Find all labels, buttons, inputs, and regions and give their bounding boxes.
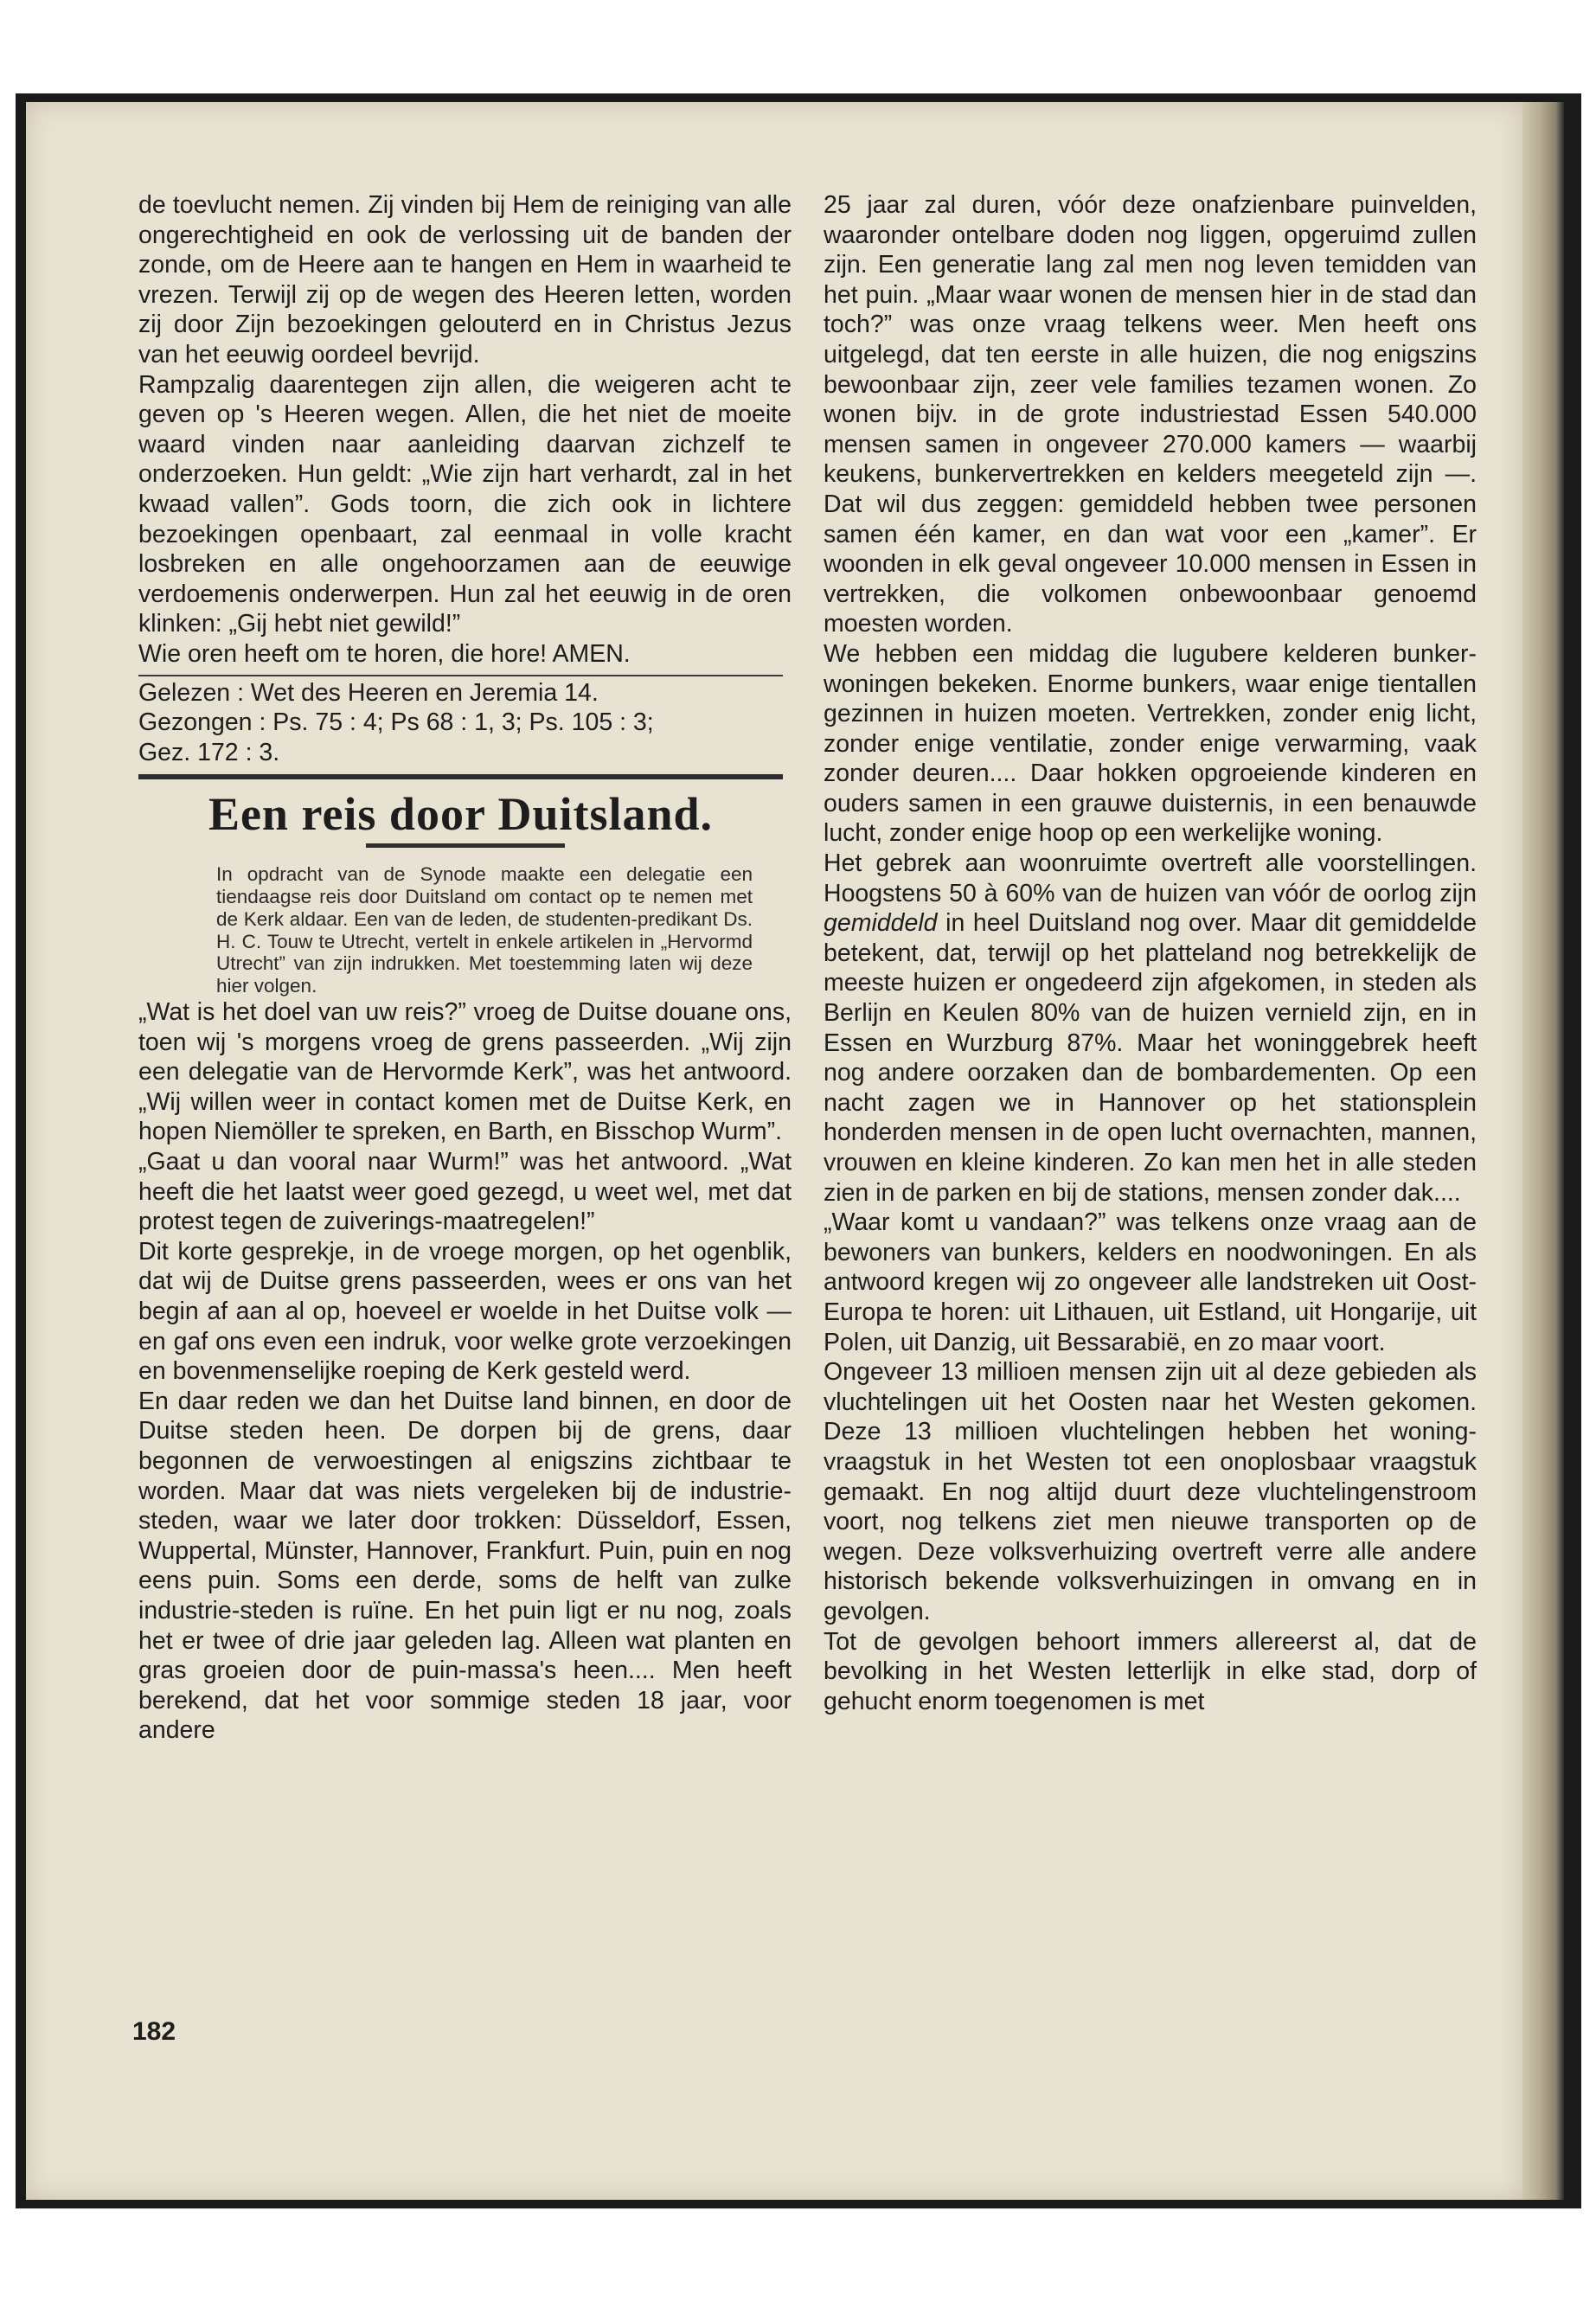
readings-line: Gelezen : Wet des Heeren en Jeremia 14. bbox=[138, 678, 599, 707]
songs-line: Gez. 172 : 3. bbox=[138, 738, 280, 766]
article-title: Een reis door Duitsland. bbox=[208, 788, 714, 841]
paragraph: „Waar komt u vandaan?” was telkens onze vraag aan de bewoners van bunkers, kelders en noodwoningen. En als antwoord kregen wij zo ongeveer alle landstreken uit Oost-Europa te horen: uit Lithauen, uit Estland, uit Hongarije, uit Polen, uit Danzig, uit Bessarabië, en zo maar voort. bbox=[824, 1208, 1477, 1356]
article-intro: In opdracht van de Synode maakte een delegatie een tiendaagse reis door Duitsland om contact op te nemen met de Kerk aldaar. Een van de leden, de studenten-predikant Ds. H. C. Touw te Utrecht, vertelt in enkele artikelen in „Hervormd Utrecht” van zijn indrukken. Met toestemming laten wij deze hier volgen. bbox=[216, 863, 753, 997]
paragraph: Dit korte gesprekje, in de vroege morgen, op het ogenblik, dat wij de Duitse grens passeerden, wees er ons van het begin af aan al op, hoeveel er woelde in het Duitse volk — en gaf ons even een indruk, voor welke grote verzoekingen en bovenmenselijke roeping de Kerk gesteld werd. bbox=[138, 1237, 792, 1386]
paragraph: Tot de gevolgen behoort immers allereerst al, dat de bevolking in het Westen letterlijk in elke stad, dorp of gehucht enorm toegenomen is met bbox=[824, 1627, 1477, 1715]
paragraph: Wie oren heeft om te horen, die hore! AMEN. bbox=[138, 639, 631, 668]
section-divider bbox=[138, 774, 783, 779]
service-details bbox=[138, 675, 783, 768]
page-number: 182 bbox=[132, 2017, 176, 2046]
left-column bbox=[138, 190, 792, 1746]
paragraph: We hebben een middag die lugubere kelderen bunker-woningen bekeken. Enorme bunkers, waar enige tientallen gezinnen in huizen moeten. Vertrekken, zonder enig licht, zonder enige ventilatie, zonder enige verwarming, vaak zonder deuren.... Daar hokken opgroeiende kinderen en ouders samen in een grauwe duisternis, in een benauwde lucht, zonder enige hoop op een werkelijke woning. bbox=[824, 639, 1477, 848]
text-run: in heel Duitsland nog over. Maar dit gemiddelde betekent, dat, terwijl op het platteland nog betrekkelijk de meeste huizen er ongedeerd zijn afgekomen, in steden als Berlijn en Keulen 80% van de huizen vernield zijn, en in Essen en Wurzburg 87%. Maar het woninggebrek heeft nog andere oorzaken dan de bombardementen. Op een nacht zagen we in Hannover op het stationsplein honderden mensen in de open lucht overnachten, mannen, vrouwen en kleine kinderen. Zo kan men het in alle steden zien in de parken en bij de stations, mensen zonder dak.... bbox=[824, 909, 1477, 1207]
songs-line: Gezongen : Ps. 75 : 4; Ps 68 : 1, 3; Ps. 105 : 3; bbox=[138, 708, 654, 737]
paragraph: Rampzalig daarentegen zijn allen, die weigeren acht te geven op 's Heeren wegen. Allen, die het niet de moeite waard vinden naar aanleiding daarvan zichzelf te onderzoeken. Hun geldt: „Wie zijn hart verhardt, zal in het kwaad vallen”. Gods toorn, die zich ook in lichtere bezoekingen openbaart, zal eenmaal in volle kracht losbreken en alle ongehoorzamen aan de eeuwige verdoemenis onderwerpen. Hun zal het eeuwig in de oren klinken: „Gij hebt niet gewild!” bbox=[138, 370, 792, 638]
title-underline bbox=[366, 843, 565, 848]
right-column bbox=[824, 190, 1477, 1716]
paragraph: En daar reden we dan het Duitse land binnen, en door de Duitse steden heen. De dorpen bij de grens, daar begonnen de verwoestingen al enigszins zichtbaar te worden. Maar dat was niets vergeleken bij de industrie-steden, waar we later door trokken: Düsseldorf, Essen, Wuppertal, Münster, Hannover, Frankfurt. Puin, puin en nog eens puin. Soms een derde, soms de helft van zulke industrie-steden is ruïne. En het puin ligt er nu nog, zoals het er twee of drie jaar geleden lag. Alleen wat planten en gras groeien door de puin-massa's heen.... Men heeft berekend, dat het voor sommige steden 18 jaar, voor andere bbox=[138, 1387, 792, 1745]
paragraph bbox=[824, 849, 1477, 1208]
emphasis: gemiddeld bbox=[824, 909, 938, 938]
paragraph: Ongeveer 13 millioen mensen zijn uit al deze gebieden als vluchtelingen uit het Oosten naar het Westen gekomen. Deze 13 millioen vluchtelingen hebben het woning-vraagstuk in het Westen tot een onoplosbaar vraagstuk gemaakt. En nog altijd duurt deze vluchtelingenstroom voort, nog telkens ziet men nieuwe transporten op de wegen. Deze volksverhuizing overtreft verre alle andere historisch bekende volksverhuizingen in omvang en in gevolgen. bbox=[824, 1358, 1477, 1625]
paragraph: „Wat is het doel van uw reis?” vroeg de Duitse douane ons, toen wij 's morgens vroeg de grens passeerden. „Wij zijn een delegatie van de Hervormde Kerk”, was het antwoord. „Wij willen weer in contact komen met de Duitse Kerk, en hopen Niemöller te spreken, en Barth, en Bisschop Wurm”. bbox=[138, 998, 792, 1146]
paragraph: de toevlucht nemen. Zij vinden bij Hem de reiniging van alle ongerechtigheid en ook de verlossing uit de banden der zonde, om de Heere aan te hangen en Hem in waarheid te vrezen. Terwijl zij op de wegen des Heeren letten, worden zij door Zijn bezoekingen gelouterd en in Christus Jezus van het eeuwig oordeel bevrijd. bbox=[138, 191, 792, 369]
page-edge bbox=[1522, 102, 1564, 2200]
text-run: Het gebrek aan woonruimte overtreft alle voorstellingen. Hoogstens 50 à 60% van de huizen van vóór de oorlog zijn bbox=[824, 849, 1477, 907]
paragraph: „Gaat u dan vooral naar Wurm!” was het antwoord. „Wat heeft die het laatst weer goed gezegd, u weet wel, met dat protest tegen de zuiverings-maatregelen!” bbox=[138, 1148, 792, 1236]
paragraph: 25 jaar zal duren, vóór deze onafzienbare puinvelden, waaronder ontelbare doden nog liggen, opgeruimd zullen zijn. Een generatie lang zal men nog leven temidden van het puin. „Maar waar wonen de mensen hier in de stad dan toch?” was onze vraag telkens weer. Men heeft ons uitgelegd, dat ten eerste in alle huizen, die nog enigszins bewoonbaar zijn, zeer vele families tezamen wonen. Zo wonen bijv. in de grote industriestad Essen 540.000 mensen samen in ongeveer 270.000 kamers — waarbij keukens, bunkervertrekken en kelders meegeteld zijn —. Dat wil dus zeggen: gemiddeld hebben twee personen samen één kamer, en dan wat voor een „kamer”. Er woonden in elk geval ongeveer 10.000 mensen in Essen in vertrekken, die volkomen onbewoonbaar genoemd moesten worden. bbox=[824, 191, 1477, 638]
